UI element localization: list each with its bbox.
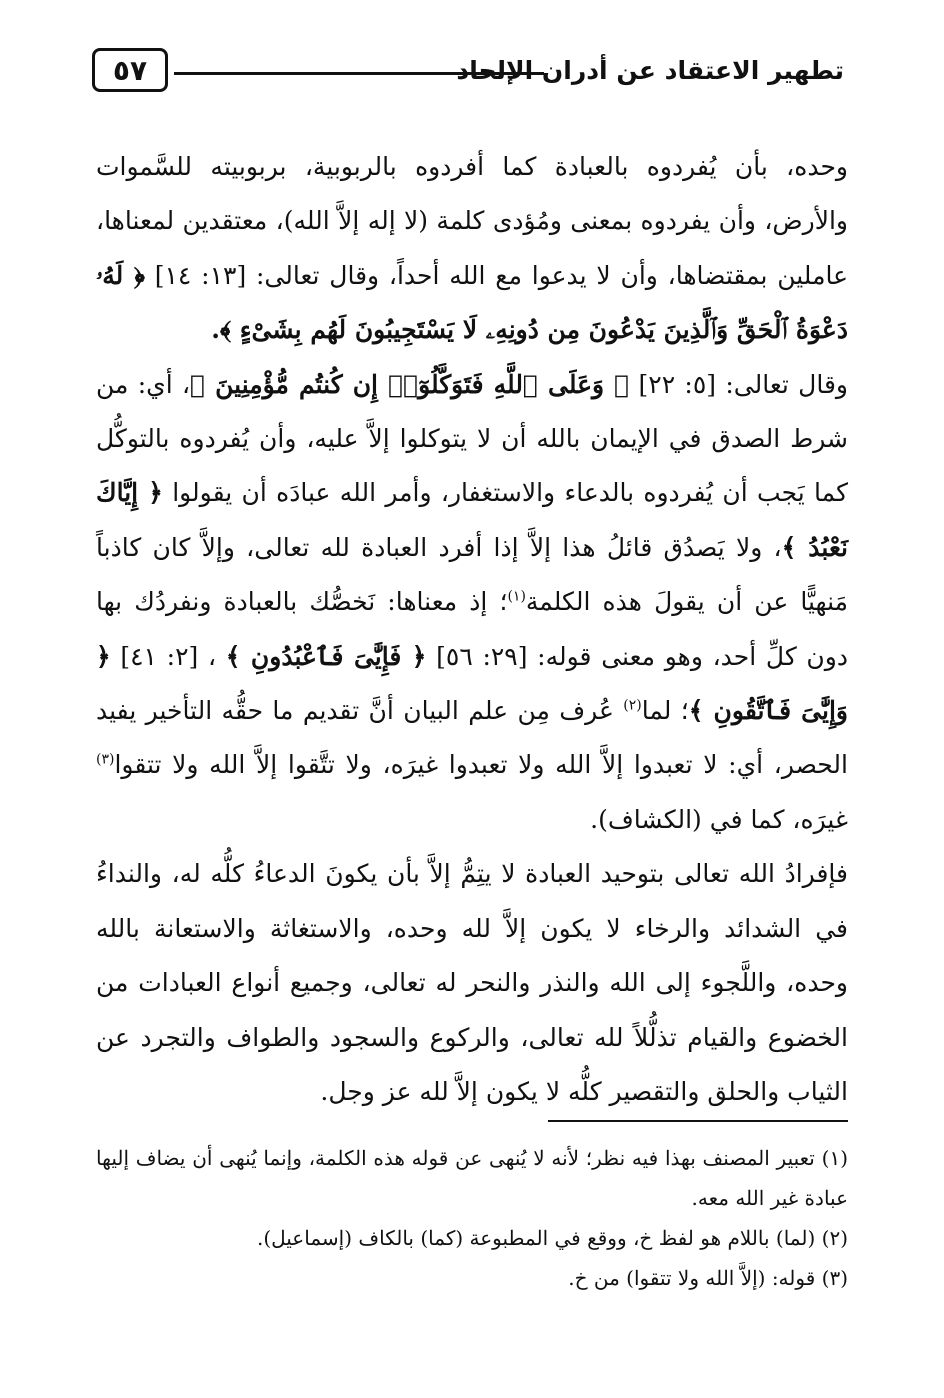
paragraph-2-text: ؛ لما [641, 696, 689, 726]
page-number: ٥٧ [92, 48, 168, 92]
quran-verse: ﴿ فَإِيَّٰىَ فَٱعْبُدُونِ ﴾ [225, 641, 427, 671]
paragraph-2-text: وقال تعالى: [٥: ٢٢] [638, 369, 848, 399]
paragraph-2-text: ، [٢: ٤١] [120, 641, 217, 671]
footnote-text: قوله: (إلاَّ الله ولا تتقوا) من خ. [568, 1266, 816, 1290]
paragraph-2-text: غيرَه، كما في (الكشاف). [590, 804, 848, 834]
paragraph-3-text: فإفرادُ الله تعالى بتوحيد العبادة لا يتِمُّ إلاَّ بأن يكونَ الدعاءُ كلُّه له، والنداءُ في الشدائد والرخاء لا يكون إلاَّ لله وحده، والاستغاثة والاستعانة بالله وحده، واللَّجوء إلى الله والنذر والنحر له تعالى، وجميع أنواع العبادات من الخضوع والقيام تذلُّلاً لله تعالى، والركوع والسجود والطواف والتجرد عن الثياب والحلق والتقصير كلُّه لا يكون إلاَّ لله عز وجل. [96, 859, 849, 1106]
page-header [92, 48, 844, 100]
paragraph-2-text: ، ولا يَصدُق قائلُ هذا إلاَّ إذا أفرد العبادة لله تعالى، وإلاَّ كان كاذباً مَنهيًّا عن أن يقولَ هذه الكلمة [96, 532, 849, 617]
header-rule [174, 72, 544, 75]
footnote-1 [96, 1138, 848, 1218]
footnote-ref-1: (١) [507, 588, 526, 605]
footnote-ref-2: (٢) [623, 697, 642, 714]
footnote-separator [548, 1120, 848, 1122]
paragraph-1-text: وحده، بأن يُفردوه بالعبادة كما أفردوه بالربوبية، بربوبيته للسَّموات والأرض، وأن يفردوه بمعنى ومُؤدى كلمة (لا إله إلاَّ الله)، معتقدين لمعناها، عاملين بمقتضاها، وأن لا يدعوا مع الله أحداً، وقال تعالى: [١٣: ١٤] [96, 152, 849, 290]
footnote-3 [96, 1258, 848, 1298]
footnotes [96, 1138, 848, 1298]
footnote-2 [96, 1218, 848, 1258]
quran-verse: ﴿ لَهُۥ دَعْوَةُ ٱلْحَقِّ وَٱلَّذِينَ يَدْعُونَ مِن دُونِهِۦ لَا يَسْتَجِيبُونَ لَهُم بِشَىْءٍ ﴾. [96, 260, 848, 345]
running-title: تطهير الاعتقاد عن أدران الإلحاد [456, 56, 844, 85]
footnote-marker: (١) [821, 1146, 849, 1170]
footnote-marker: (٣) [821, 1266, 848, 1290]
quran-verse: ﴿ إِيَّاكَ نَعْبُدُ ﴾ [96, 478, 848, 562]
paragraph-2-text: ، أي: من شرط الصدق في الإيمان بالله أن لا يتوكلوا إلاَّ عليه، وأن يُفردوه بالتوكُّل كما يَجب أن يُفردوه بالدعاء والاستغفار، وأمر الله عبادَه أن يقولوا [96, 369, 848, 508]
body-text [96, 140, 848, 1119]
paragraph-1 [96, 140, 848, 358]
paragraph-2 [96, 358, 848, 848]
paragraph-2-text: عُرف مِن علم البيان أنَّ تقديم ما حقُّه التأخير يفيد الحصر، أي: لا تعبدوا إلاَّ الله ولا تعبدوا غيرَه، ولا تتَّقوا إلاَّ الله ولا تتقوا [96, 696, 848, 780]
footnote-ref-3: (٣) [96, 752, 115, 769]
footnote-text: تعبير المصنف بهذا فيه نظر؛ لأنه لا يُنهى عن قوله هذه الكلمة، وإنما يُنهى أن يضاف إليها عبادة غير الله معه. [96, 1146, 848, 1210]
quran-verse: ﴿ وَعَلَى ٱللَّهِ فَتَوَكَّلُوٓا۟ إِن كُنتُم مُّؤْمِنِينَ ﴾ [190, 369, 630, 399]
paragraph-2-text: ؛ إذ معناها: نَخصُّك بالعبادة ونفردُك بها دون كلِّ أحد، وهو معنى قوله: [٢٩: ٥٦] [96, 587, 848, 671]
paragraph-3 [96, 847, 848, 1119]
footnote-text: (لما) باللام هو لفظ خ، ووقع في المطبوعة (كما) بالكاف (إسماعيل). [256, 1226, 816, 1250]
quran-verse: ﴿ وَإِيَّٰىَ فَٱتَّقُونِ ﴾ [96, 641, 848, 726]
footnote-marker: (٢) [821, 1226, 848, 1250]
